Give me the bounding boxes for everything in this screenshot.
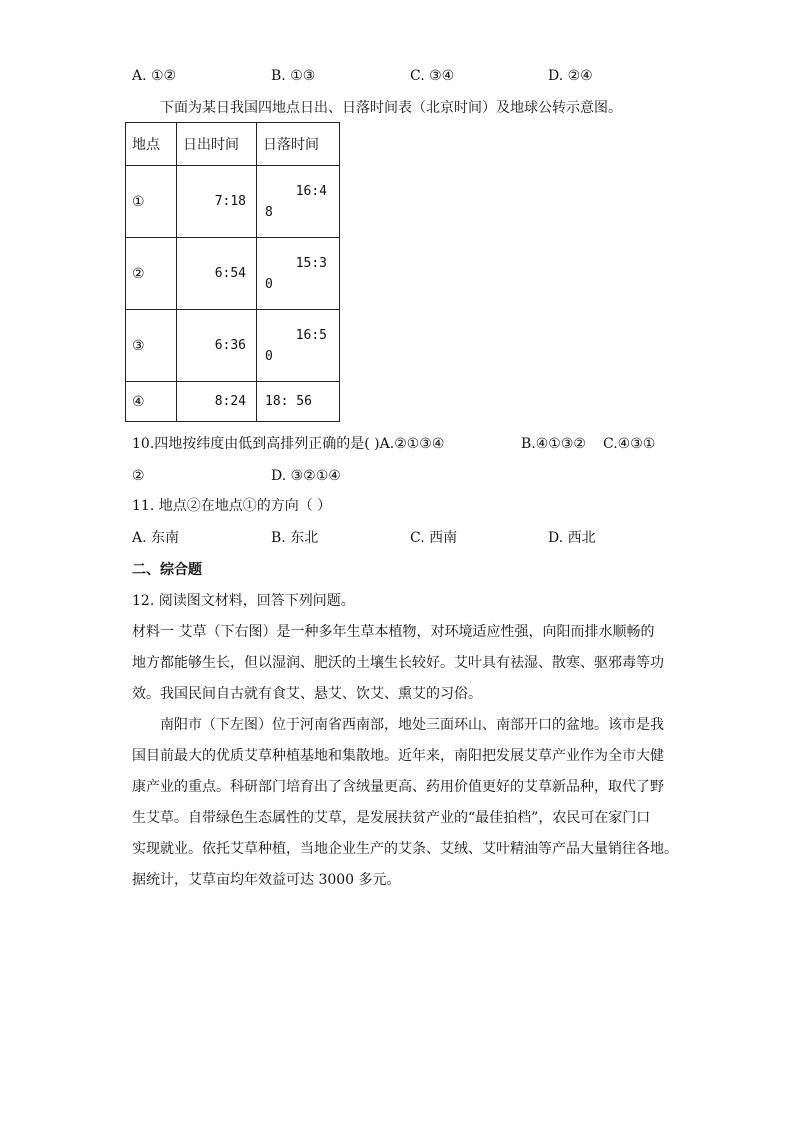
place-cell: ② xyxy=(126,238,177,310)
header-sunrise: 日出时间 xyxy=(177,123,257,166)
sunset-part-2: 8 xyxy=(265,204,273,220)
sunrise-cell: 6:54 xyxy=(177,238,257,310)
table-row xyxy=(126,310,340,382)
q10-stem: 10.四地按纬度由低到高排列正确的是( )A.②①③④ xyxy=(132,436,445,452)
sunrise-cell: 8:24 xyxy=(177,382,257,422)
material-2-line: 康产业的重点。科研部门培育出了含绒量更高、药用价值更好的艾草新品种，取代了野 xyxy=(132,779,664,795)
sunset-part-2: 0 xyxy=(265,348,273,364)
sunset-part-2: 0 xyxy=(265,276,273,292)
table-row xyxy=(126,382,340,422)
material-1-line: 效。我国民间自古就有食艾、悬艾、饮艾、熏艾的习俗。 xyxy=(132,686,482,702)
sunset-part-1: 16:4 xyxy=(295,183,327,199)
sunset-part-1: 16:5 xyxy=(295,327,327,343)
place-cell: ④ xyxy=(126,382,177,422)
q10-option-c: C.④③① xyxy=(603,436,656,452)
place-cell: ③ xyxy=(126,310,177,382)
sunset-cell xyxy=(257,238,340,310)
sunrise-cell: 6:36 xyxy=(177,310,257,382)
material-1-line: 地方都能够生长，但以湿润、肥沃的土壤生长较好。艾叶具有祛湿、散寒、驱邪毒等功 xyxy=(132,655,664,671)
q9-option-d: D. ②④ xyxy=(548,68,593,84)
material-2-line: 南阳市（下左图）位于河南省西南部，地处三面环山、南部开口的盆地。该市是我 xyxy=(160,717,664,733)
sunrise-cell: 7:18 xyxy=(177,166,257,238)
table-row xyxy=(126,166,340,238)
sunset-cell xyxy=(257,166,340,238)
q11-option-b: B. 东北 xyxy=(271,530,319,546)
header-place: 地点 xyxy=(126,123,177,166)
material-1-line: 材料一 艾草（下右图）是一种多年生草本植物，对环境适应性强，向阳而排水顺畅的 xyxy=(132,624,655,640)
table-intro: 下面为某日我国四地点日出、日落时间表（北京时间）及地球公转示意图。 xyxy=(160,100,622,116)
sunset-part-1: 15:3 xyxy=(295,255,327,271)
material-2-line: 国目前最大的优质艾草种植基地和集散地。近年来，南阳把发展艾草产业作为全市大健 xyxy=(132,748,664,764)
material-2-line: 据统计，艾草亩均年效益可达 3000 多元。 xyxy=(132,872,401,888)
material-2-line: 生艾草。自带绿色生态属性的艾草，是发展扶贫产业的“最佳拍档”，农民可在家门口 xyxy=(132,810,651,826)
q10-option-c-continued: ② xyxy=(132,468,145,484)
material-2-line: 实现就业。依托艾草种植，当地企业生产的艾条、艾绒、艾叶精油等产品大量销往各地。 xyxy=(132,841,678,857)
q11-option-d: D. 西北 xyxy=(548,530,596,546)
q9-option-c: C. ③④ xyxy=(410,68,455,84)
table-row xyxy=(126,238,340,310)
sunset-cell xyxy=(257,310,340,382)
header-sunset: 日落时间 xyxy=(257,123,340,166)
q11-stem: 11. 地点②在地点①的方向（ ） xyxy=(132,498,332,514)
q10-option-d: D. ③②①④ xyxy=(271,468,341,484)
place-cell: ① xyxy=(126,166,177,238)
section-heading: 二、综合题 xyxy=(132,562,202,578)
q9-option-a: A. ①② xyxy=(132,68,177,84)
q9-option-b: B. ①③ xyxy=(271,68,316,84)
sunrise-sunset-table xyxy=(125,122,340,422)
table-header-row xyxy=(126,123,340,166)
sunset-cell: 18: 56 xyxy=(257,382,340,422)
q11-option-a: A. 东南 xyxy=(132,530,180,546)
q11-option-c: C. 西南 xyxy=(410,530,458,546)
q12-stem: 12. 阅读图文材料，回答下列问题。 xyxy=(132,593,355,609)
q10-option-b: B.④①③② xyxy=(521,436,586,452)
